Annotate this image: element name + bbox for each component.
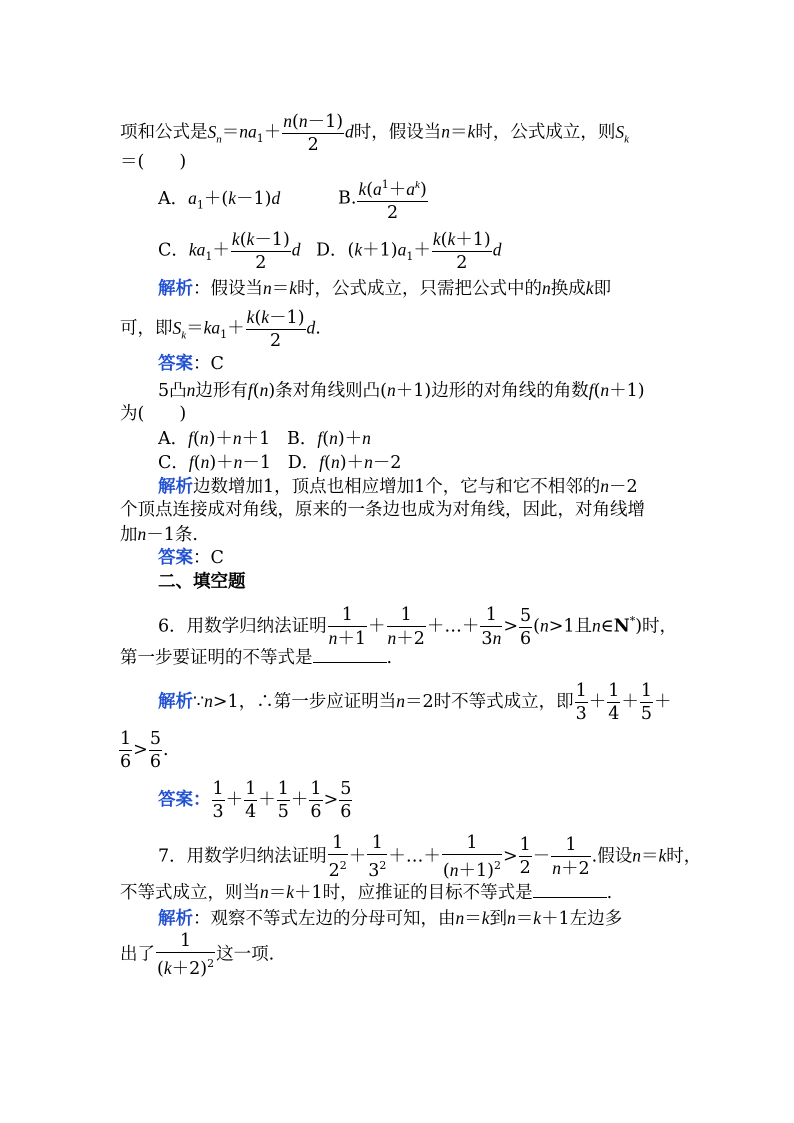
- jiexi-text: 时，公式成立，只需把公式中的: [297, 279, 543, 299]
- fraction: $\frac{1}{n+2}$: [552, 834, 590, 879]
- fraction: $\frac{1}{4}$: [608, 681, 620, 724]
- jiexi-label: 解析: [158, 692, 193, 712]
- fraction: $\frac{n(n-1)}{2}$: [283, 111, 344, 155]
- q7-stem: 7．用数学归纳法证明 $\frac{1}{2^2}$ ＋ $\frac{1}{3^2}$ ＋…＋ $\frac{1}{(n+1)^2}$ > $\frac{1}{2}$ － $\frac{1}{n+2}$ .假设n＝k时，: [158, 833, 702, 881]
- answer-blank: [533, 881, 607, 898]
- q7-text: .假设: [591, 846, 633, 867]
- q5-text: 边形的对角线的角数: [431, 381, 589, 401]
- fraction: $\frac{1}{3}$: [212, 779, 224, 822]
- q4-bracket-line: [120, 150, 186, 174]
- fraction: $\frac{1}{n+1}$: [328, 605, 367, 649]
- fraction: $\frac{1}{3}$: [575, 681, 587, 724]
- fraction: $\frac{5}{6}$: [519, 605, 532, 649]
- q4-option-c: C．$ka_1+$ $\frac{k(k-1)}{2}$ d: [158, 229, 301, 273]
- q4-option-a: A．$a_1+(k-1)d$: [158, 188, 281, 212]
- q5-answer: [158, 546, 224, 570]
- fraction: $\frac{1}{(n+1)^2}$: [442, 833, 501, 881]
- fraction: $\frac{k(k-1)}{2}$: [246, 307, 305, 351]
- fraction: $\frac{k(k+1)}{2}$: [432, 229, 491, 273]
- q6-answer: 答案： $\frac{1}{3}$ ＋ $\frac{1}{4}$ ＋ $\frac{1}{5}$ ＋ $\frac{1}{6}$ > $\frac{5}{6}$: [158, 779, 352, 822]
- q6-text: 第一步要证明的不等式是: [120, 648, 313, 668]
- q6-text: 6．用数学归纳法证明: [158, 616, 327, 637]
- jiexi-text: 换成: [550, 279, 586, 299]
- q4-intro-pre: 项和公式是: [120, 122, 208, 143]
- q7-line2: 不等式成立，则当n＝k＋1时，应推证的目标不等式是 .: [120, 882, 613, 903]
- fraction: $\frac{1}{5}$: [640, 681, 653, 724]
- answer-value: ：C: [193, 354, 224, 374]
- fraction: $\frac{k(k-1)}{2}$: [231, 229, 290, 273]
- q6-stem: 6．用数学归纳法证明 $\frac{1}{n+1}$ ＋ $\frac{1}{n+2}$ ＋…＋ $\frac{1}{3n}$ > $\frac{5}{6}$ (n>1且n∈N*)时，: [158, 605, 678, 649]
- q4-jiexi-line2: 可，即$S_k=ka_1+$ $\frac{k(k-1)}{2}$ d.: [120, 307, 321, 351]
- fraction: $\frac{1}{6}$: [120, 729, 132, 772]
- fraction: $\frac{1}{2}$: [519, 835, 531, 879]
- q5-text: 条对角线则凸: [275, 381, 381, 401]
- option-label: D．: [287, 453, 320, 473]
- answer-colon: ：: [193, 790, 211, 810]
- q4-answer: [158, 352, 224, 376]
- q7-text: 时，: [666, 846, 702, 867]
- q5-stem: 5凸n边形有f(n)条对角线则凸(n＋1)边形的对角线的角数f(n＋1): [158, 380, 645, 401]
- q7-text: 不等式成立，则当: [120, 883, 260, 903]
- jiexi-text: 左边多: [569, 909, 623, 929]
- option-label: A．: [158, 429, 189, 449]
- fraction: $\frac{1}{5}$: [277, 779, 289, 822]
- q5-jiexi-line2: [120, 498, 645, 522]
- option-label: A．: [158, 189, 189, 209]
- jiexi-text: 到: [489, 909, 508, 929]
- q6-jiexi-line2: $\frac{1}{6}$ > $\frac{5}{6}$ .: [120, 729, 169, 772]
- option-label: B．: [287, 429, 318, 449]
- jiexi-text: ∵: [193, 692, 205, 712]
- fraction: $\frac{k(a^1+a^k)}{2}$: [357, 174, 427, 224]
- answer-label: 答案: [158, 354, 193, 374]
- q6-text: 且: [574, 616, 593, 637]
- fraction: $\frac{1}{6}$: [310, 779, 322, 822]
- fraction: $\frac{5}{6}$: [340, 779, 352, 822]
- jiexi-text: 个顶点连接成对角线，原来的一条边也成为对角线，因此，对角线增: [120, 500, 645, 520]
- jiexi-label: 解析: [158, 477, 193, 497]
- q5-options-cd: C．f(n)＋n－1 D．f(n)＋n－2: [158, 452, 402, 473]
- fraction: $\frac{1}{4}$: [245, 779, 257, 822]
- q4-intro-mid: 时，假设当: [353, 122, 442, 143]
- q5-jiexi-line3: 加n－1条.: [120, 524, 198, 545]
- fraction: $\frac{1}{(k+2)^2}$: [157, 931, 215, 979]
- jiexi-text: 可，即: [120, 318, 173, 339]
- option-label: C．: [158, 453, 189, 473]
- q5-options-ab: A．f(n)＋n＋1 B．f(n)＋n: [158, 428, 371, 449]
- q5-stem-line2: [120, 402, 186, 426]
- option-label: C．: [158, 240, 189, 261]
- q6-text: )时，: [635, 616, 678, 637]
- answer-value: ：C: [193, 548, 224, 568]
- jiexi-text: ：假设当: [193, 279, 263, 299]
- option-label: D．: [316, 240, 348, 261]
- fraction: $\frac{1}{3n}$: [481, 605, 502, 649]
- q6-jiexi-line1: 解析∵n>1，∴第一步应证明当n＝2时不等式成立，即 $\frac{1}{3}$ ＋ $\frac{1}{4}$ ＋ $\frac{1}{5}$ ＋: [158, 681, 672, 724]
- jiexi-text: ，∴第一步应证明当: [238, 692, 397, 712]
- q4-intro-line: 项和公式是$S_n=na_1+$ $\frac{n(n-1)}{2}$ d时，假设当n＝k时，公式成立，则$S_k$: [120, 111, 629, 155]
- fraction: $\frac{5}{6}$: [149, 729, 161, 772]
- fraction: $\frac{1}{n+2}$: [387, 605, 425, 649]
- q4-intro-post: 时，公式成立，则: [475, 122, 616, 143]
- jiexi-label: 解析: [158, 279, 193, 299]
- q7-text: 7．用数学归纳法证明: [158, 846, 327, 867]
- q7-jiexi-line2: [120, 930, 274, 980]
- q5-text: 边形有: [195, 381, 248, 401]
- jiexi-text: 这一项.: [216, 944, 275, 965]
- jiexi-text: 出了: [120, 944, 155, 965]
- q4-option-d: D．$(k+1)a_1+$ $\frac{k(k+1)}{2}$ d: [316, 229, 502, 273]
- q6-line2: [120, 646, 392, 670]
- jiexi-text: 时不等式成立，即: [433, 692, 574, 712]
- answer-label: 答案: [158, 790, 193, 810]
- q4-jiexi-line1: 解析：假设当n＝k时，公式成立，只需把公式中的n换成k即: [158, 278, 612, 299]
- jiexi-text: 即: [593, 279, 612, 299]
- jiexi-label: 解析: [158, 909, 193, 929]
- q5-text: 为( ): [120, 404, 187, 424]
- q4-bracket: ＝( ): [120, 152, 187, 172]
- jiexi-text: ：观察不等式左边的分母可知，由: [193, 909, 456, 929]
- jiexi-text: 加: [120, 525, 138, 545]
- fraction: $\frac{1}{2^2}$: [328, 833, 347, 881]
- q5-jiexi-line1: 解析边数增加1，顶点也相应增加1个，它与和它不相邻的n－2: [158, 476, 638, 497]
- answer-blank: [313, 646, 387, 663]
- q7-jiexi-line1: 解析：观察不等式左边的分母可知，由n＝k到n＝k＋1左边多: [158, 908, 623, 929]
- q7-text: .: [606, 883, 613, 903]
- q6-text: .: [386, 648, 393, 668]
- answer-label: 答案: [158, 548, 193, 568]
- jiexi-text: 条.: [174, 525, 198, 545]
- q4-option-b: [338, 174, 429, 224]
- q7-text: 时，应推证的目标不等式是: [322, 883, 533, 903]
- section-title: 二、填空题: [158, 572, 246, 592]
- fraction: $\frac{1}{3^2}$: [368, 833, 387, 881]
- jiexi-text: 边数增加1，顶点也相应增加1个，它与和它不相邻的: [193, 477, 601, 497]
- q5-text: 5凸: [158, 381, 187, 401]
- option-label: B.: [338, 188, 357, 209]
